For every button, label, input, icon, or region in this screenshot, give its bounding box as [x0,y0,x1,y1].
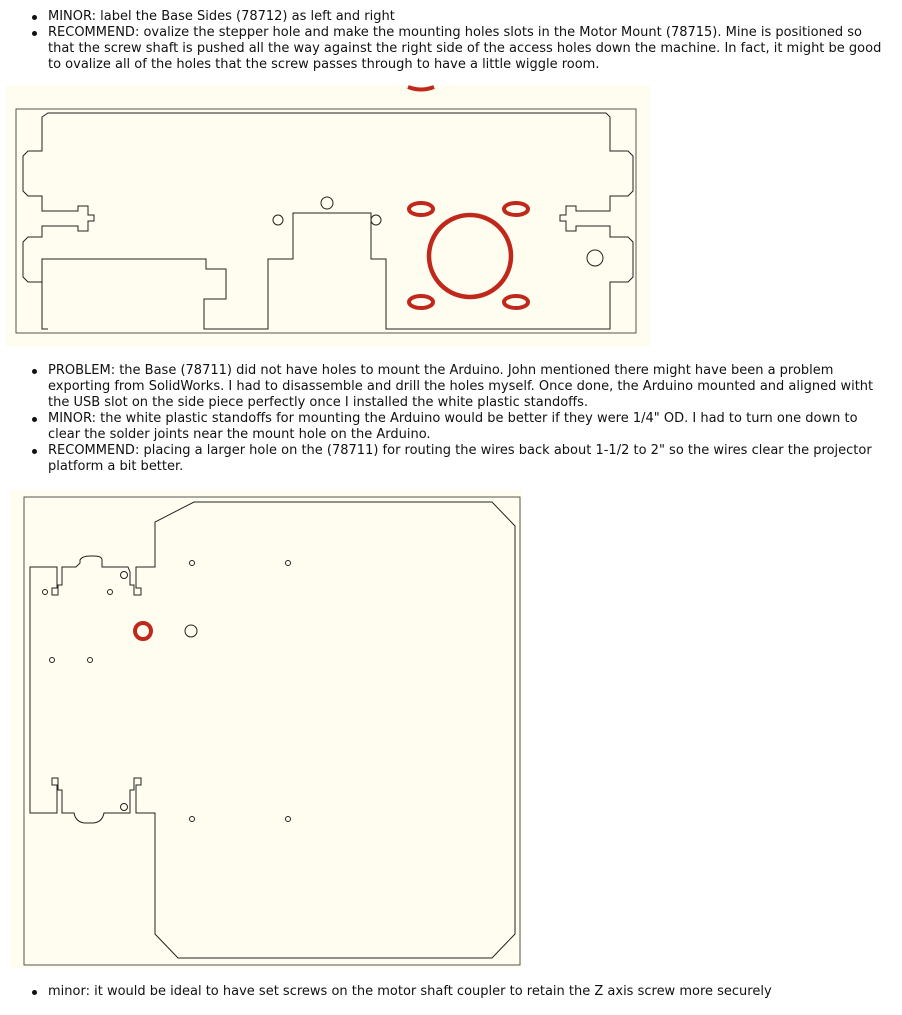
drawing-background [6,85,650,347]
list-item: RECOMMEND: ovalize the stepper hole and make the mounting holes slots in the Motor Mount (78715). Mine is positioned so that the screw shaft is pushed all the way against the right side of the access holes down the machine. In fact, it might be good to ovalize all of the holes that the screw passes through to have a little wiggle room. [0,25,890,73]
list-item: MINOR: the white plastic standoffs for mounting the Arduino would be better if they were 1/4" OD. I had to turn one down to clear the solder joints near the mount hole on the Arduino. [0,411,890,443]
motor-mount-drawing [6,85,650,347]
list-item: MINOR: label the Base Sides (78712) as left and right [0,9,890,25]
notes-list-bottom [0,984,890,1000]
drawing-background [10,490,522,968]
notes-list-middle [0,363,890,475]
base-drawing [10,490,522,968]
list-item: RECOMMEND: placing a larger hole on the (78711) for routing the wires back about 1-1/2 to 2" so the wires clear the projector platform a bit better. [0,443,890,475]
notes-list-top [0,9,890,73]
list-item: minor: it would be ideal to have set screws on the motor shaft coupler to retain the Z axis screw more securely [0,984,890,1000]
list-item: PROBLEM: the Base (78711) did not have holes to mount the Arduino. John mentioned there might have been a problem exporting from SolidWorks. I had to disassemble and drill the holes myself. Once done, the Arduino mounted and aligned witht the USB slot on the side piece perfectly once I installed the white plastic standoffs. [0,363,890,411]
